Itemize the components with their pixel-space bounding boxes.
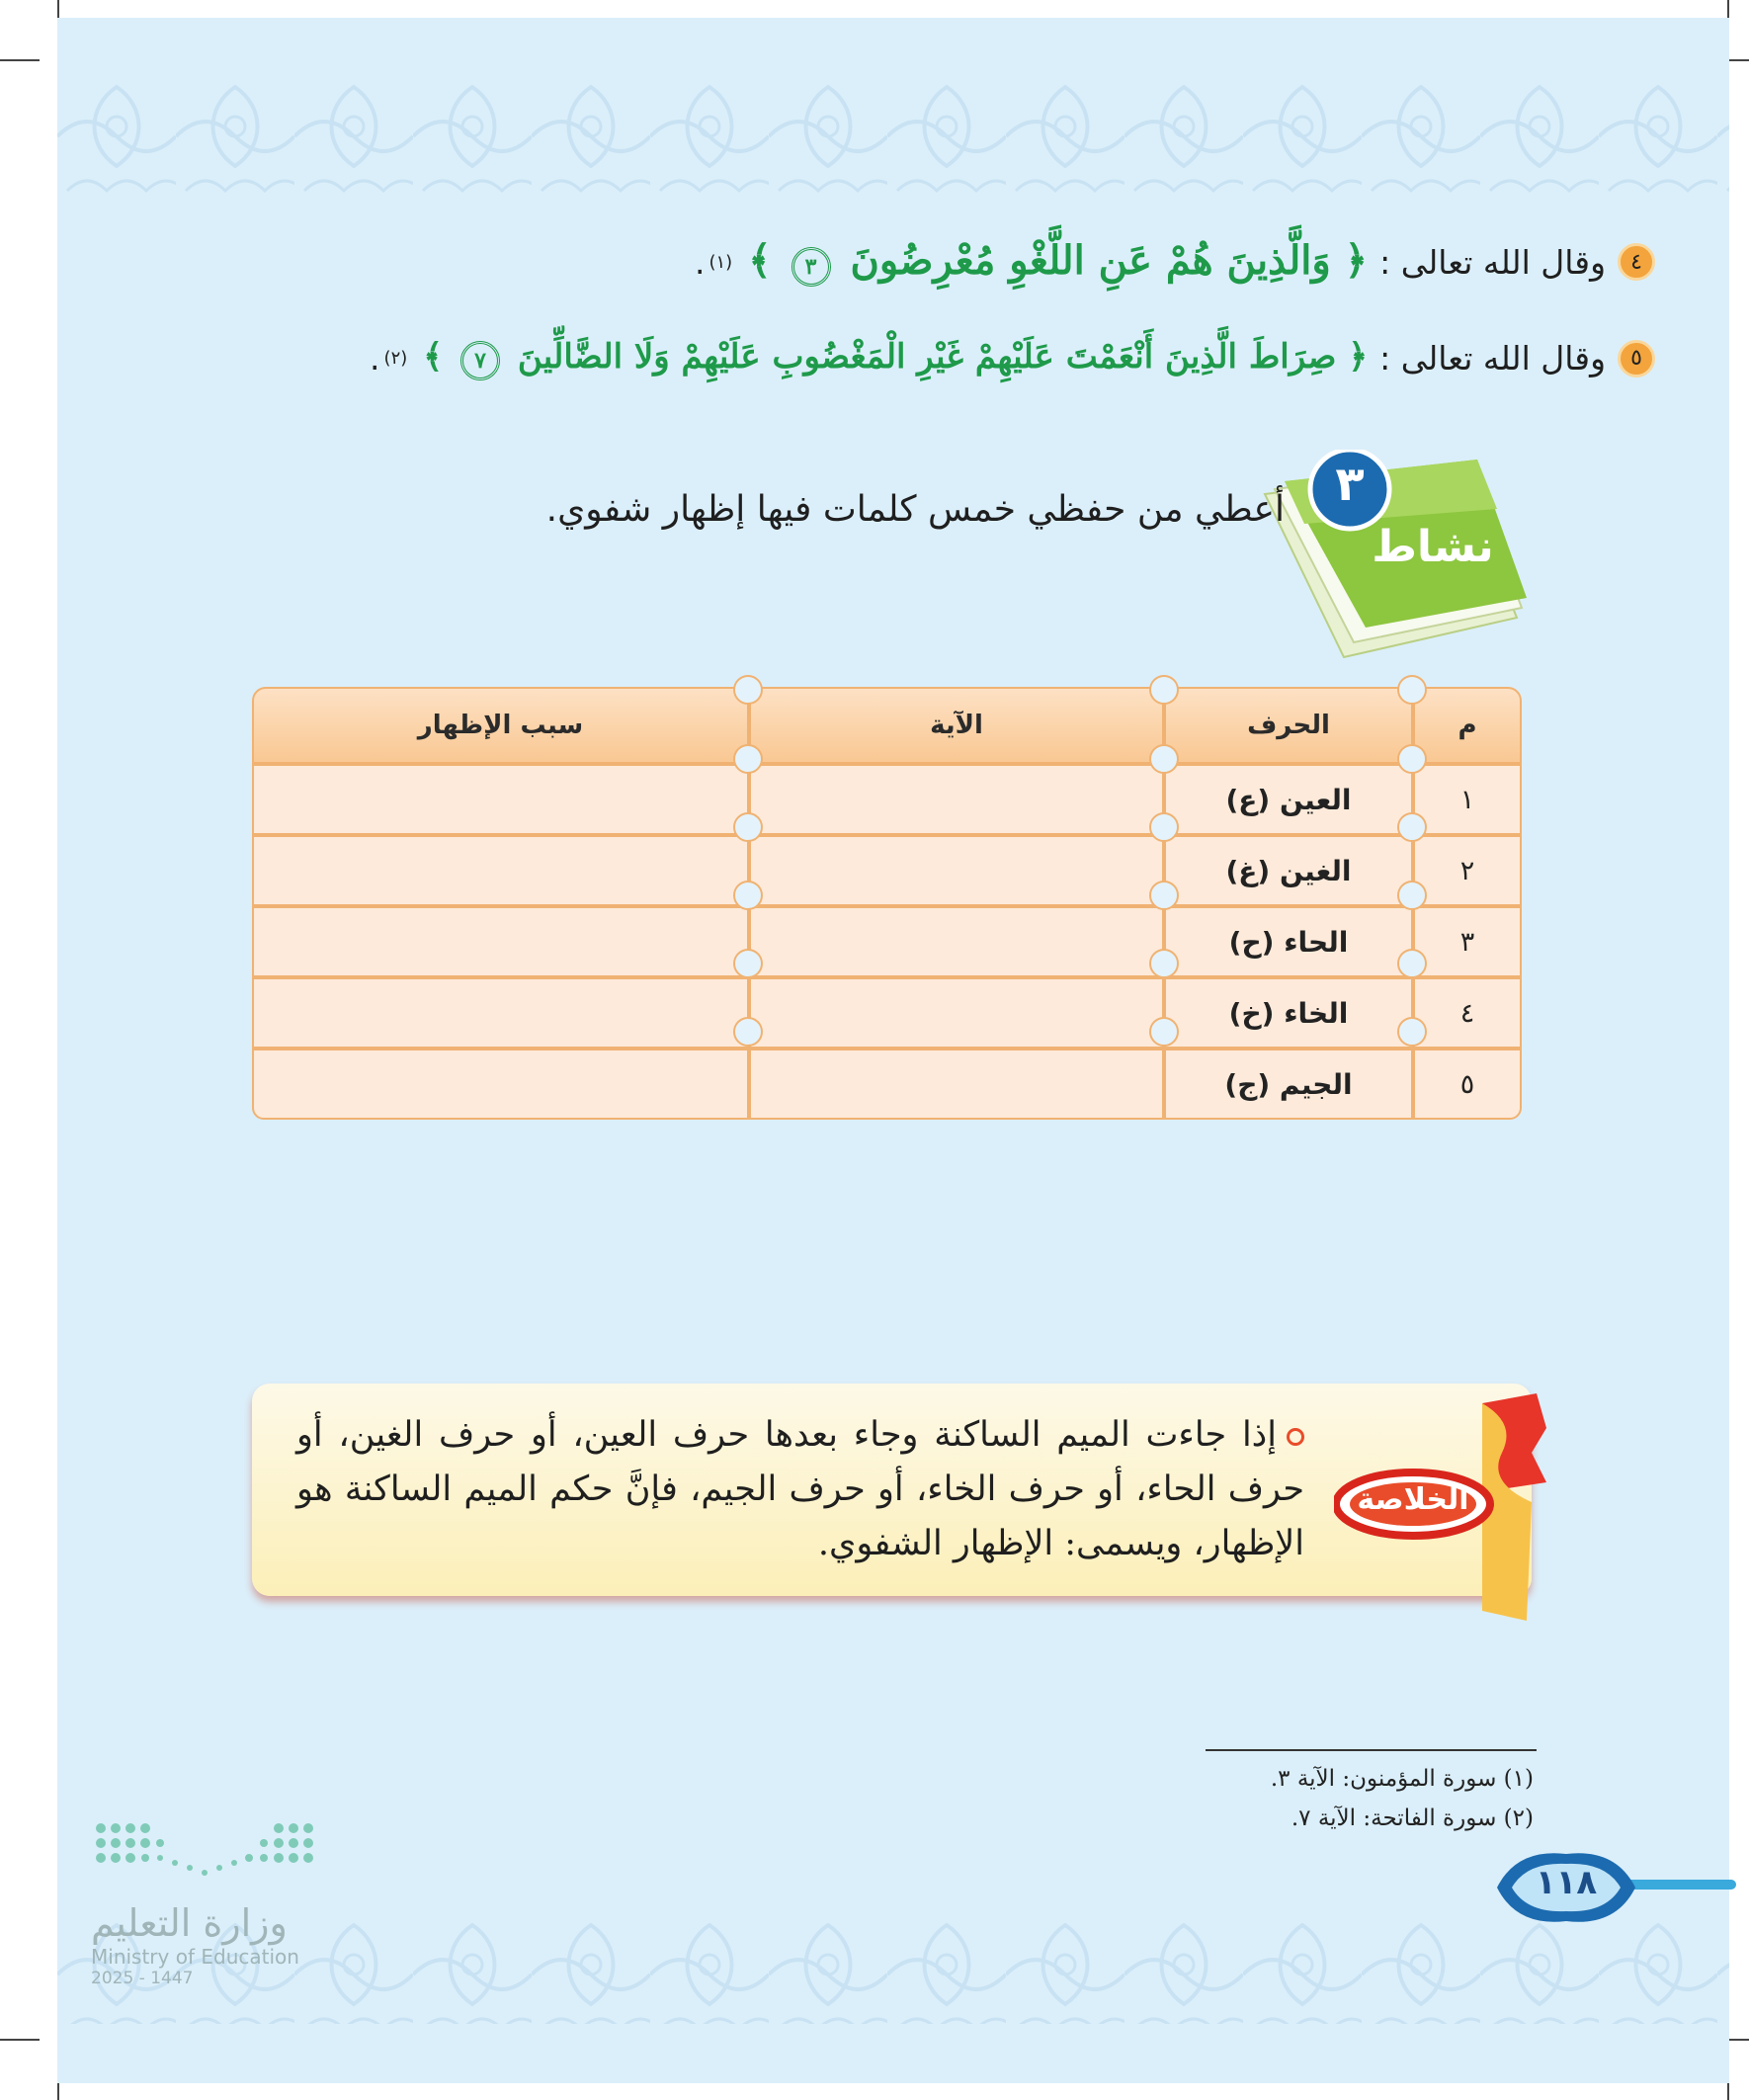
table-header-row bbox=[252, 687, 1522, 764]
quran-text bbox=[423, 336, 1368, 380]
table-knob bbox=[1149, 881, 1179, 910]
table-knob bbox=[1149, 675, 1179, 705]
row-ayah-cell[interactable] bbox=[749, 1049, 1164, 1120]
verse-number-badge: ٤ bbox=[1618, 243, 1655, 281]
row-ayah-cell[interactable] bbox=[749, 835, 1164, 906]
footnote-1: (١) سورة المؤمنون: الآية ٣. bbox=[1270, 1766, 1534, 1792]
quran-verse: صِرَاطَ الَّذِينَ أَنْعَمْتَ عَلَيْهِمْ غَيْرِ الْمَغْضُوبِ عَلَيْهِمْ وَلَا الضَّالِّينَ bbox=[517, 337, 1337, 377]
table-knob bbox=[733, 812, 763, 842]
table-knob bbox=[1397, 949, 1427, 978]
ayah-number-marker: ٧ bbox=[460, 341, 500, 380]
quran-verse: وَالَّذِينَ هُمْ عَنِ اللَّغْوِ مُعْرِضُونَ bbox=[850, 237, 1331, 284]
table-knob bbox=[1149, 744, 1179, 774]
table-knob bbox=[1149, 949, 1179, 978]
table-row bbox=[252, 906, 1522, 977]
row-reason-cell[interactable] bbox=[252, 906, 749, 977]
ministry-name-ar: وزارة التعليم bbox=[91, 1901, 288, 1945]
row-reason-cell[interactable] bbox=[252, 977, 749, 1049]
ornate-bracket-open: ﴿ bbox=[1348, 337, 1369, 377]
row-ayah-cell[interactable] bbox=[749, 906, 1164, 977]
top-ornament-band bbox=[57, 77, 1729, 201]
header-ayah: الآية bbox=[749, 687, 1164, 764]
table-knob bbox=[1397, 881, 1427, 910]
footnote-ref: (٢) bbox=[383, 348, 408, 369]
ayah-number-marker: ٣ bbox=[791, 247, 831, 287]
table-knob bbox=[733, 881, 763, 910]
table-knob bbox=[1397, 1017, 1427, 1047]
header-letter: الحرف bbox=[1164, 687, 1413, 764]
row-reason-cell[interactable] bbox=[252, 835, 749, 906]
row-num: ٥ bbox=[1413, 1049, 1522, 1120]
crop-mark bbox=[1727, 0, 1729, 18]
verse-prefix: وقال الله تعالى : bbox=[1379, 339, 1606, 378]
row-num: ٣ bbox=[1413, 906, 1522, 977]
ornate-bracket-close: ﴾ bbox=[748, 237, 772, 284]
footnote-2: (٢) سورة الفاتحة: الآية ٧. bbox=[1291, 1806, 1534, 1831]
table-knob bbox=[1397, 675, 1427, 705]
page-number: ١١٨ bbox=[1535, 1863, 1598, 1902]
quran-text bbox=[748, 237, 1368, 287]
bullet-icon bbox=[1287, 1428, 1304, 1446]
row-letter: الخاء (خ) bbox=[1164, 977, 1413, 1049]
header-reason: سبب الإظهار bbox=[252, 687, 749, 764]
row-ayah-cell[interactable] bbox=[749, 764, 1164, 835]
activity-table bbox=[252, 687, 1522, 1120]
footnote-divider bbox=[1206, 1749, 1537, 1751]
verse-line-5 bbox=[370, 336, 1655, 380]
table-knob bbox=[733, 744, 763, 774]
verse-end-punct: . bbox=[694, 242, 706, 282]
crop-mark bbox=[57, 0, 59, 18]
row-num: ١ bbox=[1413, 764, 1522, 835]
table-knob bbox=[1149, 812, 1179, 842]
ministry-logo bbox=[91, 1818, 318, 1988]
verse-number-badge: ٥ bbox=[1618, 340, 1655, 378]
table-knob bbox=[733, 675, 763, 705]
summary-text: إذا جاءت الميم الساكنة وجاء بعدها حرف العين، أو حرف الغين، أو حرف الحاء، أو حرف الخاء، أو حرف الجيم، فإنَّ حكم الميم الساكنة هو الإظهار، ويسمى: الإظهار الشفوي. bbox=[296, 1415, 1304, 1563]
row-letter: الحاء (ح) bbox=[1164, 906, 1413, 977]
table-row bbox=[252, 835, 1522, 906]
row-ayah-cell[interactable] bbox=[749, 977, 1164, 1049]
table-knob bbox=[733, 949, 763, 978]
activity-instruction: أعطي من حفظي خمس كلمات فيها إظهار شفوي. bbox=[545, 489, 1285, 530]
footnotes bbox=[1271, 1759, 1534, 1838]
summary-text-block bbox=[296, 1408, 1304, 1571]
row-reason-cell[interactable] bbox=[252, 764, 749, 835]
crop-mark bbox=[0, 59, 40, 61]
crop-mark bbox=[57, 2083, 59, 2100]
table-row bbox=[252, 977, 1522, 1049]
crop-mark bbox=[1727, 2083, 1729, 2100]
ornate-bracket-close: ﴾ bbox=[423, 337, 444, 377]
activity-badge-number: ٣ bbox=[1335, 457, 1365, 512]
ornate-bracket-open: ﴿ bbox=[1344, 237, 1369, 284]
ministry-year: 2025 - 1447 bbox=[91, 1969, 194, 1988]
footnote-ref: (١) bbox=[708, 251, 733, 273]
table-row bbox=[252, 764, 1522, 835]
verse-prefix: وقال الله تعالى : bbox=[1379, 242, 1606, 282]
table-knob bbox=[1397, 744, 1427, 774]
table-knob bbox=[1149, 1017, 1179, 1047]
ministry-dots-icon bbox=[91, 1818, 318, 1897]
row-num: ٢ bbox=[1413, 835, 1522, 906]
header-num: م bbox=[1413, 687, 1522, 764]
row-reason-cell[interactable] bbox=[252, 1049, 749, 1120]
summary-label: الخلاصة bbox=[1357, 1482, 1469, 1517]
table-knob bbox=[1397, 812, 1427, 842]
crop-mark bbox=[0, 2039, 40, 2041]
activity-badge-label: نشاط bbox=[1372, 522, 1494, 572]
table-knob bbox=[733, 1017, 763, 1047]
table-row bbox=[252, 1049, 1522, 1120]
row-letter: العين (ع) bbox=[1164, 764, 1413, 835]
row-letter: الغين (غ) bbox=[1164, 835, 1413, 906]
verse-end-punct: . bbox=[370, 339, 380, 378]
row-num: ٤ bbox=[1413, 977, 1522, 1049]
row-letter: الجيم (ج) bbox=[1164, 1049, 1413, 1120]
verse-line-4 bbox=[695, 237, 1655, 287]
ministry-name-en: Ministry of Education bbox=[91, 1945, 299, 1969]
